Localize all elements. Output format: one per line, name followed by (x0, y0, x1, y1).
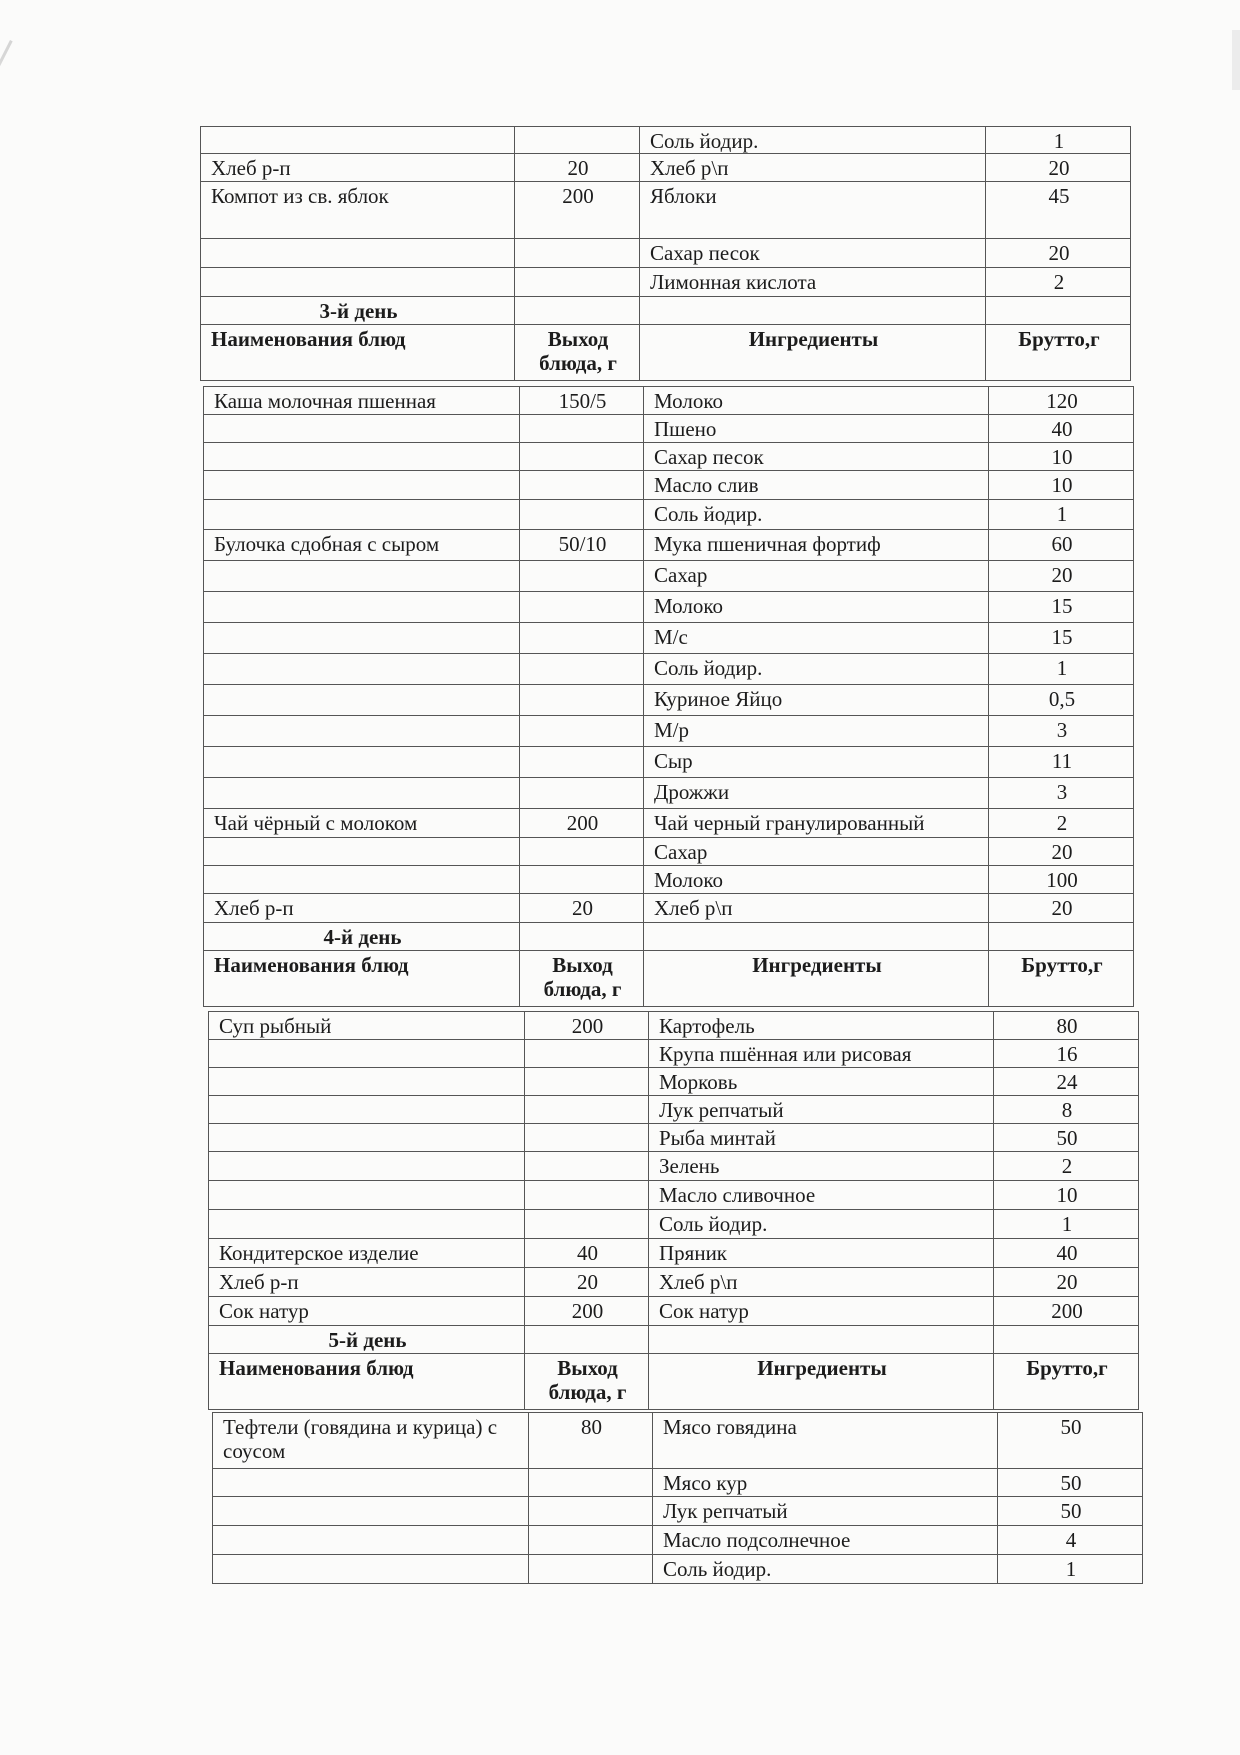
table-row (201, 182, 1131, 239)
gross-cell: 200 (994, 1297, 1139, 1326)
dish-cell (209, 1040, 525, 1068)
ingredient-cell: Масло слив (644, 471, 989, 500)
gross-cell: 24 (994, 1068, 1139, 1096)
dish-cell (204, 561, 520, 592)
table-row (213, 1555, 1143, 1584)
table-row (201, 268, 1131, 297)
dish-cell: Хлеб р-п (204, 894, 520, 923)
ingredient-cell: Лимонная кислота (640, 268, 986, 297)
table-row (204, 471, 1134, 500)
yield-cell (520, 778, 644, 809)
table-row (209, 1124, 1139, 1152)
ingredient-cell: Хлеб р\п (649, 1268, 994, 1297)
table-row (209, 1096, 1139, 1124)
gross-cell: 50 (998, 1413, 1143, 1469)
dish-cell (209, 1210, 525, 1239)
yield-cell: 200 (525, 1297, 649, 1326)
yield-cell (525, 1096, 649, 1124)
gross-cell: 2 (989, 809, 1134, 838)
gross-cell: 20 (994, 1268, 1139, 1297)
ingredient-cell: М/с (644, 623, 989, 654)
yield-cell (520, 592, 644, 623)
gross-cell: 100 (989, 866, 1134, 894)
dish-cell: Компот из св. яблок (201, 182, 515, 239)
dish-cell (213, 1555, 529, 1584)
yield-cell (520, 685, 644, 716)
header-gross: Брутто,г (989, 951, 1134, 1007)
gross-cell: 0,5 (989, 685, 1134, 716)
dish-cell (204, 443, 520, 471)
yield-cell: 150/5 (520, 387, 644, 415)
header-gross: Брутто,г (986, 325, 1131, 381)
header-gross: Брутто,г (994, 1354, 1139, 1410)
dish-cell (209, 1124, 525, 1152)
yield-cell (529, 1469, 653, 1497)
gross-cell: 1 (986, 127, 1131, 154)
ingredient-cell: Соль йодир. (653, 1555, 998, 1584)
table-row (213, 1413, 1143, 1469)
header-dish: Наименования блюд (209, 1354, 525, 1410)
table-row (209, 1152, 1139, 1181)
header-yield: Выход блюда, г (515, 325, 640, 381)
yield-cell (525, 1181, 649, 1210)
dish-cell (204, 592, 520, 623)
gross-cell: 16 (994, 1040, 1139, 1068)
ingredient-cell: Мясо говядина (653, 1413, 998, 1469)
dish-cell (204, 415, 520, 443)
table-row (209, 1040, 1139, 1068)
dish-cell (204, 716, 520, 747)
gross-cell: 2 (986, 268, 1131, 297)
gross-cell: 3 (989, 778, 1134, 809)
yield-cell: 200 (520, 809, 644, 838)
yield-cell: 20 (515, 154, 640, 182)
gross-cell: 20 (986, 154, 1131, 182)
dish-cell (204, 623, 520, 654)
yield-cell (520, 716, 644, 747)
scan-artifact-edge (1232, 30, 1240, 90)
gross-cell: 20 (986, 239, 1131, 268)
ingredient-cell: Картофель (649, 1012, 994, 1040)
dish-cell (213, 1469, 529, 1497)
table-row (204, 443, 1134, 471)
yield-cell: 40 (525, 1239, 649, 1268)
gross-cell: 20 (989, 838, 1134, 866)
dish-cell (204, 471, 520, 500)
ingredient-cell: Соль йодир. (644, 500, 989, 530)
table-row (213, 1469, 1143, 1497)
day-title: 3-й день (201, 297, 515, 325)
table-row (213, 1497, 1143, 1526)
menu-table-block-4 (212, 1412, 1143, 1584)
header-dish: Наименования блюд (204, 951, 520, 1007)
gross-cell: 20 (989, 561, 1134, 592)
yield-cell (520, 471, 644, 500)
ingredient-cell: Зелень (649, 1152, 994, 1181)
table-row (204, 561, 1134, 592)
dish-cell (213, 1497, 529, 1526)
gross-cell: 20 (989, 894, 1134, 923)
gross-cell: 40 (989, 415, 1134, 443)
gross-cell: 50 (998, 1469, 1143, 1497)
dish-cell: Каша молочная пшенная (204, 387, 520, 415)
table-row (209, 1012, 1139, 1040)
gross-cell: 10 (994, 1181, 1139, 1210)
ingredient-cell: Хлеб р\п (640, 154, 986, 182)
ingredient-cell: Пряник (649, 1239, 994, 1268)
yield-cell: 20 (520, 894, 644, 923)
yield-cell (520, 838, 644, 866)
ingredient-cell: Морковь (649, 1068, 994, 1096)
gross-cell: 11 (989, 747, 1134, 778)
yield-cell: 80 (529, 1413, 653, 1469)
ingredient-cell: Соль йодир. (649, 1210, 994, 1239)
dish-cell: Чай чёрный с молоком (204, 809, 520, 838)
table-row (209, 1268, 1139, 1297)
gross-cell: 50 (994, 1124, 1139, 1152)
yield-cell (525, 1040, 649, 1068)
ingredient-cell: Сахар песок (640, 239, 986, 268)
header-row (204, 951, 1134, 1007)
dish-cell: Хлеб р-п (209, 1268, 525, 1297)
gross-cell: 1 (989, 500, 1134, 530)
ingredient-cell: Лук репчатый (649, 1096, 994, 1124)
menu-table-block-2 (203, 386, 1134, 1007)
ingredient-cell: Дрожжи (644, 778, 989, 809)
dish-cell (204, 500, 520, 530)
gross-cell: 40 (994, 1239, 1139, 1268)
gross-cell: 15 (989, 623, 1134, 654)
ingredient-cell: Яблоки (640, 182, 986, 239)
gross-cell: 45 (986, 182, 1131, 239)
ingredient-cell: Крупа пшённая или рисовая (649, 1040, 994, 1068)
dish-cell (204, 778, 520, 809)
dish-cell: Суп рыбный (209, 1012, 525, 1040)
ingredient-cell: Пшено (644, 415, 989, 443)
yield-cell (515, 268, 640, 297)
table-row (204, 809, 1134, 838)
table-row (209, 1239, 1139, 1268)
ingredient-cell: Сыр (644, 747, 989, 778)
day-title-row (201, 297, 1131, 325)
table-row (204, 778, 1134, 809)
table-row (204, 500, 1134, 530)
table-row (204, 716, 1134, 747)
yield-cell (520, 866, 644, 894)
table-row (204, 894, 1134, 923)
day-title: 4-й день (204, 923, 520, 951)
yield-cell (520, 500, 644, 530)
dish-cell (209, 1068, 525, 1096)
table-row (209, 1297, 1139, 1326)
ingredient-cell: Куриное Яйцо (644, 685, 989, 716)
yield-cell: 20 (525, 1268, 649, 1297)
dish-cell (201, 268, 515, 297)
ingredient-cell: Молоко (644, 592, 989, 623)
ingredient-cell: Рыба минтай (649, 1124, 994, 1152)
ingredient-cell: Лук репчатый (653, 1497, 998, 1526)
dish-cell (213, 1526, 529, 1555)
table-row (209, 1181, 1139, 1210)
yield-cell: 200 (525, 1012, 649, 1040)
ingredient-cell: Хлеб р\п (644, 894, 989, 923)
dish-cell (204, 685, 520, 716)
table-row (204, 530, 1134, 561)
ingredient-cell: Сахар (644, 838, 989, 866)
yield-cell: 200 (515, 182, 640, 239)
gross-cell: 120 (989, 387, 1134, 415)
gross-cell: 4 (998, 1526, 1143, 1555)
yield-cell (520, 654, 644, 685)
table-row (204, 387, 1134, 415)
day-title-row (204, 923, 1134, 951)
dish-cell (204, 654, 520, 685)
yield-cell (525, 1210, 649, 1239)
yield-cell (529, 1555, 653, 1584)
gross-cell: 10 (989, 471, 1134, 500)
gross-cell: 50 (998, 1497, 1143, 1526)
ingredient-cell: М/р (644, 716, 989, 747)
dish-cell: Булочка сдобная с сыром (204, 530, 520, 561)
dish-cell (204, 838, 520, 866)
yield-cell (529, 1497, 653, 1526)
dish-cell (209, 1096, 525, 1124)
ingredient-cell: Мука пшеничная фортиф (644, 530, 989, 561)
dish-cell: Тефтели (говядина и курица) с соусом (213, 1413, 529, 1469)
ingredient-cell: Соль йодир. (644, 654, 989, 685)
table-row (201, 154, 1131, 182)
menu-table-block-3 (208, 1011, 1139, 1410)
table-row (209, 1068, 1139, 1096)
dish-cell (204, 866, 520, 894)
table-row (204, 592, 1134, 623)
yield-cell (525, 1124, 649, 1152)
yield-cell (520, 747, 644, 778)
yield-cell (529, 1526, 653, 1555)
ingredient-cell: Молоко (644, 387, 989, 415)
dish-cell (209, 1181, 525, 1210)
header-yield: Выход блюда, г (525, 1354, 649, 1410)
gross-cell: 10 (989, 443, 1134, 471)
yield-cell (515, 127, 640, 154)
yield-cell (520, 443, 644, 471)
day-title: 5-й день (209, 1326, 525, 1354)
table-row (204, 866, 1134, 894)
yield-cell (525, 1068, 649, 1096)
gross-cell: 15 (989, 592, 1134, 623)
header-yield: Выход блюда, г (520, 951, 644, 1007)
gross-cell: 2 (994, 1152, 1139, 1181)
table-row (213, 1526, 1143, 1555)
dish-cell: Кондитерское изделие (209, 1239, 525, 1268)
day-title-row (209, 1326, 1139, 1354)
dish-cell: Сок натур (209, 1297, 525, 1326)
header-ingredients: Ингредиенты (649, 1354, 994, 1410)
table-row (204, 415, 1134, 443)
header-row (209, 1354, 1139, 1410)
table-row (201, 239, 1131, 268)
yield-cell (520, 415, 644, 443)
ingredient-cell: Чай черный гранулированный (644, 809, 989, 838)
ingredient-cell: Масло сливочное (649, 1181, 994, 1210)
yield-cell (520, 623, 644, 654)
header-row (201, 325, 1131, 381)
yield-cell (525, 1152, 649, 1181)
ingredient-cell: Сахар песок (644, 443, 989, 471)
dish-cell (201, 239, 515, 268)
gross-cell: 8 (994, 1096, 1139, 1124)
scan-artifact-line (0, 40, 13, 246)
gross-cell: 3 (989, 716, 1134, 747)
table-row (204, 747, 1134, 778)
dish-cell (204, 747, 520, 778)
menu-table-block-1 (200, 126, 1131, 381)
gross-cell: 1 (994, 1210, 1139, 1239)
table-row (201, 127, 1131, 154)
table-row (209, 1210, 1139, 1239)
ingredient-cell: Соль йодир. (640, 127, 986, 154)
ingredient-cell: Масло подсолнечное (653, 1526, 998, 1555)
gross-cell: 1 (998, 1555, 1143, 1584)
gross-cell: 80 (994, 1012, 1139, 1040)
yield-cell (520, 561, 644, 592)
table-row (204, 685, 1134, 716)
dish-cell (209, 1152, 525, 1181)
gross-cell: 1 (989, 654, 1134, 685)
table-row (204, 654, 1134, 685)
header-dish: Наименования блюд (201, 325, 515, 381)
table-row (204, 623, 1134, 654)
table-row (204, 838, 1134, 866)
ingredient-cell: Сахар (644, 561, 989, 592)
ingredient-cell: Сок натур (649, 1297, 994, 1326)
gross-cell: 60 (989, 530, 1134, 561)
ingredient-cell: Мясо кур (653, 1469, 998, 1497)
yield-cell (515, 239, 640, 268)
dish-cell (201, 127, 515, 154)
header-ingredients: Ингредиенты (640, 325, 986, 381)
header-ingredients: Ингредиенты (644, 951, 989, 1007)
ingredient-cell: Молоко (644, 866, 989, 894)
yield-cell: 50/10 (520, 530, 644, 561)
dish-cell: Хлеб р-п (201, 154, 515, 182)
